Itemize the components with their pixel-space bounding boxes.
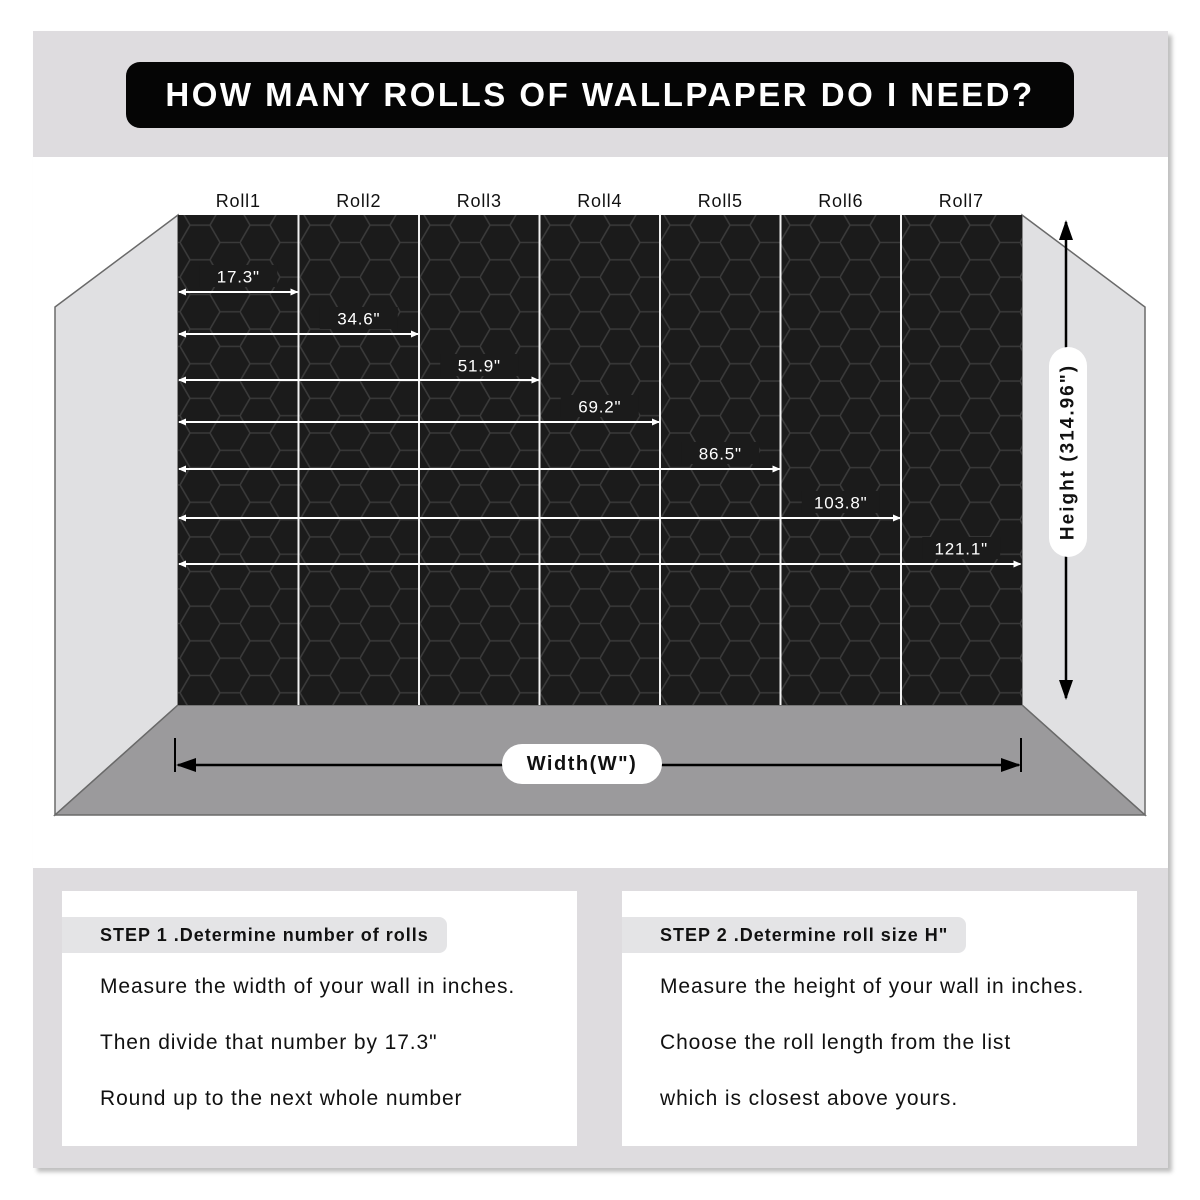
roll-label: Roll4 <box>577 191 623 211</box>
measure-label: 103.8" <box>814 493 868 513</box>
roll-label: Roll6 <box>818 191 864 211</box>
roll-label: Roll5 <box>697 191 743 211</box>
step1-line-3: Round up to the next whole number <box>100 1087 463 1110</box>
roll-label: Roll3 <box>456 191 502 211</box>
step1-title: STEP 1 .Determine number of rolls <box>62 917 447 953</box>
wallpaper-panel <box>178 215 1022 705</box>
step1-line-1: Measure the width of your wall in inches. <box>100 975 516 998</box>
measure-label: 17.3" <box>216 267 260 287</box>
step1-line-2: Then divide that number by 17.3" <box>100 1031 438 1054</box>
height-label: Height (314.96") <box>1057 363 1079 541</box>
step2-line-2: Choose the roll length from the list <box>660 1031 1012 1054</box>
step2-title: STEP 2 .Determine roll size H" <box>622 917 966 953</box>
roll-label: Roll1 <box>215 191 261 211</box>
step2-line-1: Measure the height of your wall in inches. <box>660 975 1085 998</box>
measure-label: 121.1" <box>934 539 988 559</box>
width-label: Width(W") <box>526 753 638 775</box>
measure-label: 86.5" <box>698 444 742 464</box>
measure-label: 34.6" <box>337 309 381 329</box>
roll-label: Roll7 <box>938 191 984 211</box>
page-title: HOW MANY ROLLS OF WALLPAPER DO I NEED? <box>126 62 1074 128</box>
step2-line-3: which is closest above yours. <box>660 1087 959 1110</box>
step1-card <box>62 891 577 1146</box>
measure-label: 51.9" <box>457 356 501 376</box>
roll-labels <box>216 191 984 211</box>
measure-label: 69.2" <box>578 397 622 417</box>
step2-card <box>622 891 1137 1146</box>
roll-label: Roll2 <box>336 191 382 211</box>
